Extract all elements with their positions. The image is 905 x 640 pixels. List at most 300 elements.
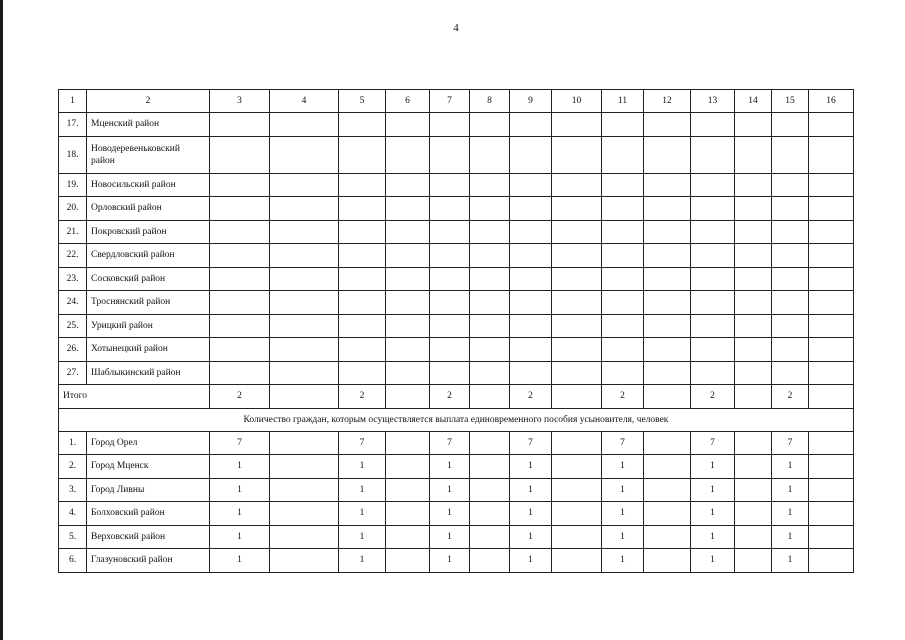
value-cell <box>339 267 386 291</box>
value-cell <box>735 361 772 385</box>
total-value <box>270 385 339 409</box>
value-cell: 1 <box>510 455 552 479</box>
value-cell <box>270 502 339 526</box>
column-header: 7 <box>430 90 470 113</box>
value-cell <box>644 338 691 362</box>
row-name: Город Мценск <box>87 455 210 479</box>
row-number: 17. <box>59 113 87 137</box>
value-cell: 1 <box>691 549 735 573</box>
row-number: 1. <box>59 431 87 455</box>
value-cell: 1 <box>772 478 809 502</box>
row-number: 26. <box>59 338 87 362</box>
column-header: 15 <box>772 90 809 113</box>
value-cell <box>602 314 644 338</box>
value-cell <box>270 314 339 338</box>
value-cell <box>552 549 602 573</box>
value-cell <box>339 361 386 385</box>
value-cell <box>552 314 602 338</box>
value-cell <box>430 314 470 338</box>
value-cell <box>386 361 430 385</box>
value-cell <box>386 173 430 197</box>
value-cell <box>339 220 386 244</box>
value-cell <box>809 338 854 362</box>
value-cell <box>470 173 510 197</box>
value-cell <box>644 502 691 526</box>
total-value: 2 <box>691 385 735 409</box>
row-number: 23. <box>59 267 87 291</box>
value-cell: 7 <box>430 431 470 455</box>
value-cell <box>270 197 339 221</box>
value-cell <box>339 314 386 338</box>
value-cell <box>602 291 644 315</box>
column-header: 6 <box>386 90 430 113</box>
value-cell <box>386 291 430 315</box>
value-cell <box>644 361 691 385</box>
row-name: Троснянский район <box>87 291 210 315</box>
value-cell <box>386 478 430 502</box>
total-value <box>470 385 510 409</box>
value-cell <box>735 113 772 137</box>
column-header: 1 <box>59 90 87 113</box>
value-cell <box>644 220 691 244</box>
left-scan-edge <box>0 0 3 640</box>
value-cell <box>691 136 735 173</box>
column-header: 13 <box>691 90 735 113</box>
value-cell <box>386 314 430 338</box>
value-cell <box>735 291 772 315</box>
value-cell <box>270 338 339 362</box>
value-cell <box>210 338 270 362</box>
value-cell <box>339 113 386 137</box>
value-cell <box>644 314 691 338</box>
value-cell <box>339 244 386 268</box>
value-cell <box>691 220 735 244</box>
value-cell: 1 <box>430 502 470 526</box>
row-number: 2. <box>59 455 87 479</box>
table-row <box>59 431 854 455</box>
value-cell <box>210 113 270 137</box>
value-cell <box>735 338 772 362</box>
row-number: 3. <box>59 478 87 502</box>
value-cell <box>772 173 809 197</box>
value-cell: 7 <box>339 431 386 455</box>
row-name: Город Ливны <box>87 478 210 502</box>
value-cell <box>270 136 339 173</box>
row-number: 22. <box>59 244 87 268</box>
value-cell <box>386 197 430 221</box>
value-cell <box>270 549 339 573</box>
value-cell: 1 <box>210 502 270 526</box>
value-cell <box>510 136 552 173</box>
value-cell <box>470 136 510 173</box>
total-label: Итого <box>59 385 210 409</box>
value-cell <box>735 244 772 268</box>
value-cell <box>386 549 430 573</box>
row-name: Свердловский район <box>87 244 210 268</box>
value-cell <box>386 220 430 244</box>
total-value <box>386 385 430 409</box>
value-cell <box>602 197 644 221</box>
value-cell: 1 <box>210 525 270 549</box>
value-cell <box>510 220 552 244</box>
value-cell: 1 <box>210 455 270 479</box>
value-cell <box>270 244 339 268</box>
value-cell <box>470 455 510 479</box>
value-cell <box>809 173 854 197</box>
value-cell <box>691 338 735 362</box>
total-value: 2 <box>339 385 386 409</box>
section-title: Количество граждан, которым осуществляется выплата единовременного пособия усыновителя, человек <box>59 408 854 431</box>
table-row <box>59 549 854 573</box>
value-cell <box>772 314 809 338</box>
value-cell <box>691 197 735 221</box>
value-cell <box>602 361 644 385</box>
value-cell <box>386 267 430 291</box>
value-cell <box>470 478 510 502</box>
row-name: Покровский район <box>87 220 210 244</box>
value-cell: 1 <box>430 525 470 549</box>
value-cell <box>602 267 644 291</box>
value-cell <box>210 136 270 173</box>
value-cell <box>735 136 772 173</box>
value-cell <box>386 455 430 479</box>
value-cell <box>210 291 270 315</box>
row-name: Город Орел <box>87 431 210 455</box>
value-cell: 7 <box>772 431 809 455</box>
total-value <box>644 385 691 409</box>
value-cell: 1 <box>339 502 386 526</box>
column-header: 3 <box>210 90 270 113</box>
value-cell <box>552 431 602 455</box>
value-cell <box>735 502 772 526</box>
value-cell <box>691 267 735 291</box>
value-cell <box>644 455 691 479</box>
value-cell: 7 <box>210 431 270 455</box>
value-cell <box>510 267 552 291</box>
value-cell <box>772 291 809 315</box>
table-row <box>59 197 854 221</box>
value-cell <box>470 113 510 137</box>
value-cell <box>644 291 691 315</box>
value-cell <box>270 220 339 244</box>
table-row <box>59 338 854 362</box>
value-cell <box>735 549 772 573</box>
value-cell <box>210 361 270 385</box>
value-cell <box>735 267 772 291</box>
row-number: 19. <box>59 173 87 197</box>
row-name: Орловский район <box>87 197 210 221</box>
table-row <box>59 502 854 526</box>
value-cell <box>809 314 854 338</box>
total-value <box>552 385 602 409</box>
value-cell <box>339 173 386 197</box>
value-cell <box>809 431 854 455</box>
value-cell <box>470 244 510 268</box>
value-cell: 1 <box>430 455 470 479</box>
value-cell <box>510 173 552 197</box>
row-name: Новодеревеньковский район <box>87 136 210 173</box>
value-cell <box>772 113 809 137</box>
value-cell <box>386 113 430 137</box>
value-cell: 1 <box>339 478 386 502</box>
value-cell <box>510 291 552 315</box>
value-cell <box>552 173 602 197</box>
page-number: 4 <box>453 22 459 34</box>
value-cell <box>270 173 339 197</box>
value-cell <box>270 455 339 479</box>
value-cell <box>809 361 854 385</box>
value-cell <box>470 361 510 385</box>
value-cell <box>510 197 552 221</box>
value-cell <box>552 455 602 479</box>
value-cell <box>809 455 854 479</box>
value-cell <box>809 525 854 549</box>
value-cell <box>210 314 270 338</box>
value-cell <box>552 244 602 268</box>
value-cell <box>602 338 644 362</box>
value-cell <box>510 314 552 338</box>
value-cell: 1 <box>691 525 735 549</box>
value-cell <box>430 220 470 244</box>
table-row <box>59 244 854 268</box>
value-cell: 1 <box>602 455 644 479</box>
value-cell <box>809 244 854 268</box>
value-cell: 1 <box>210 549 270 573</box>
value-cell: 7 <box>691 431 735 455</box>
value-cell <box>270 525 339 549</box>
value-cell <box>809 220 854 244</box>
value-cell <box>772 267 809 291</box>
value-cell <box>809 267 854 291</box>
value-cell <box>552 338 602 362</box>
column-header: 5 <box>339 90 386 113</box>
value-cell <box>210 197 270 221</box>
value-cell <box>339 136 386 173</box>
value-cell <box>772 338 809 362</box>
value-cell <box>386 136 430 173</box>
column-header: 10 <box>552 90 602 113</box>
value-cell <box>552 136 602 173</box>
column-header: 9 <box>510 90 552 113</box>
value-cell <box>644 113 691 137</box>
row-number: 6. <box>59 549 87 573</box>
value-cell <box>430 361 470 385</box>
value-cell: 1 <box>772 455 809 479</box>
total-value: 2 <box>430 385 470 409</box>
row-number: 5. <box>59 525 87 549</box>
value-cell <box>270 113 339 137</box>
value-cell <box>602 136 644 173</box>
row-number: 4. <box>59 502 87 526</box>
value-cell <box>691 291 735 315</box>
value-cell <box>470 525 510 549</box>
value-cell <box>510 244 552 268</box>
value-cell: 7 <box>602 431 644 455</box>
value-cell <box>691 361 735 385</box>
row-name: Хотынецкий район <box>87 338 210 362</box>
value-cell <box>210 267 270 291</box>
value-cell <box>809 197 854 221</box>
value-cell <box>270 361 339 385</box>
value-cell <box>552 502 602 526</box>
value-cell <box>735 197 772 221</box>
value-cell <box>470 502 510 526</box>
value-cell <box>430 173 470 197</box>
value-cell: 1 <box>339 525 386 549</box>
value-cell <box>386 431 430 455</box>
row-number: 24. <box>59 291 87 315</box>
value-cell <box>210 244 270 268</box>
value-cell: 1 <box>602 502 644 526</box>
column-header: 8 <box>470 90 510 113</box>
value-cell <box>644 244 691 268</box>
column-header: 2 <box>87 90 210 113</box>
value-cell <box>772 220 809 244</box>
value-cell <box>602 173 644 197</box>
header-row <box>59 90 854 113</box>
value-cell <box>809 136 854 173</box>
row-number: 21. <box>59 220 87 244</box>
value-cell <box>386 244 430 268</box>
value-cell <box>210 173 270 197</box>
value-cell <box>552 525 602 549</box>
value-cell <box>270 291 339 315</box>
value-cell <box>430 136 470 173</box>
row-name: Мценский район <box>87 113 210 137</box>
row-name: Верховский район <box>87 525 210 549</box>
value-cell <box>270 478 339 502</box>
value-cell: 1 <box>772 549 809 573</box>
value-cell: 1 <box>691 502 735 526</box>
total-value: 2 <box>210 385 270 409</box>
value-cell <box>644 525 691 549</box>
value-cell <box>691 314 735 338</box>
value-cell: 1 <box>339 549 386 573</box>
value-cell <box>735 173 772 197</box>
value-cell <box>644 173 691 197</box>
value-cell <box>644 478 691 502</box>
value-cell: 1 <box>510 525 552 549</box>
value-cell <box>735 220 772 244</box>
value-cell <box>735 431 772 455</box>
row-number: 18. <box>59 136 87 173</box>
column-header: 4 <box>270 90 339 113</box>
value-cell <box>470 197 510 221</box>
value-cell <box>210 220 270 244</box>
value-cell <box>644 197 691 221</box>
value-cell <box>644 267 691 291</box>
value-cell <box>735 455 772 479</box>
value-cell <box>809 291 854 315</box>
row-name: Болховский район <box>87 502 210 526</box>
value-cell <box>470 431 510 455</box>
value-cell <box>510 361 552 385</box>
value-cell <box>386 338 430 362</box>
value-cell <box>772 244 809 268</box>
value-cell <box>430 197 470 221</box>
value-cell <box>552 220 602 244</box>
value-cell <box>339 291 386 315</box>
value-cell <box>386 525 430 549</box>
row-name: Сосковский район <box>87 267 210 291</box>
total-value <box>809 385 854 409</box>
value-cell <box>470 267 510 291</box>
value-cell: 7 <box>510 431 552 455</box>
value-cell <box>602 244 644 268</box>
table-row <box>59 113 854 137</box>
value-cell: 1 <box>691 455 735 479</box>
table-row <box>59 291 854 315</box>
value-cell <box>552 113 602 137</box>
column-header: 14 <box>735 90 772 113</box>
column-header: 12 <box>644 90 691 113</box>
value-cell: 1 <box>430 478 470 502</box>
data-table <box>58 89 854 573</box>
value-cell <box>470 220 510 244</box>
value-cell <box>809 113 854 137</box>
total-value <box>735 385 772 409</box>
value-cell <box>470 314 510 338</box>
value-cell <box>552 197 602 221</box>
value-cell: 1 <box>602 549 644 573</box>
value-cell <box>809 502 854 526</box>
value-cell: 1 <box>510 502 552 526</box>
value-cell: 1 <box>772 502 809 526</box>
value-cell <box>552 267 602 291</box>
value-cell: 1 <box>430 549 470 573</box>
column-header: 11 <box>602 90 644 113</box>
value-cell <box>430 267 470 291</box>
table-row <box>59 267 854 291</box>
value-cell <box>735 478 772 502</box>
value-cell: 1 <box>510 549 552 573</box>
column-header: 16 <box>809 90 854 113</box>
value-cell <box>510 113 552 137</box>
section-row <box>59 408 854 431</box>
value-cell <box>735 525 772 549</box>
value-cell: 1 <box>339 455 386 479</box>
value-cell <box>772 361 809 385</box>
value-cell <box>552 291 602 315</box>
total-value: 2 <box>602 385 644 409</box>
value-cell <box>339 338 386 362</box>
table-row <box>59 173 854 197</box>
table-row <box>59 455 854 479</box>
row-number: 25. <box>59 314 87 338</box>
value-cell <box>339 197 386 221</box>
table-row <box>59 314 854 338</box>
value-cell <box>470 549 510 573</box>
value-cell <box>430 244 470 268</box>
value-cell <box>691 173 735 197</box>
value-cell <box>430 113 470 137</box>
value-cell <box>644 136 691 173</box>
value-cell <box>772 136 809 173</box>
value-cell <box>270 267 339 291</box>
value-cell <box>552 361 602 385</box>
value-cell: 1 <box>602 478 644 502</box>
value-cell: 1 <box>691 478 735 502</box>
value-cell <box>691 113 735 137</box>
value-cell <box>430 291 470 315</box>
value-cell: 1 <box>602 525 644 549</box>
row-number: 27. <box>59 361 87 385</box>
table-row <box>59 478 854 502</box>
row-name: Шаблыкинский район <box>87 361 210 385</box>
row-name: Урицкий район <box>87 314 210 338</box>
value-cell <box>470 338 510 362</box>
value-cell <box>430 338 470 362</box>
